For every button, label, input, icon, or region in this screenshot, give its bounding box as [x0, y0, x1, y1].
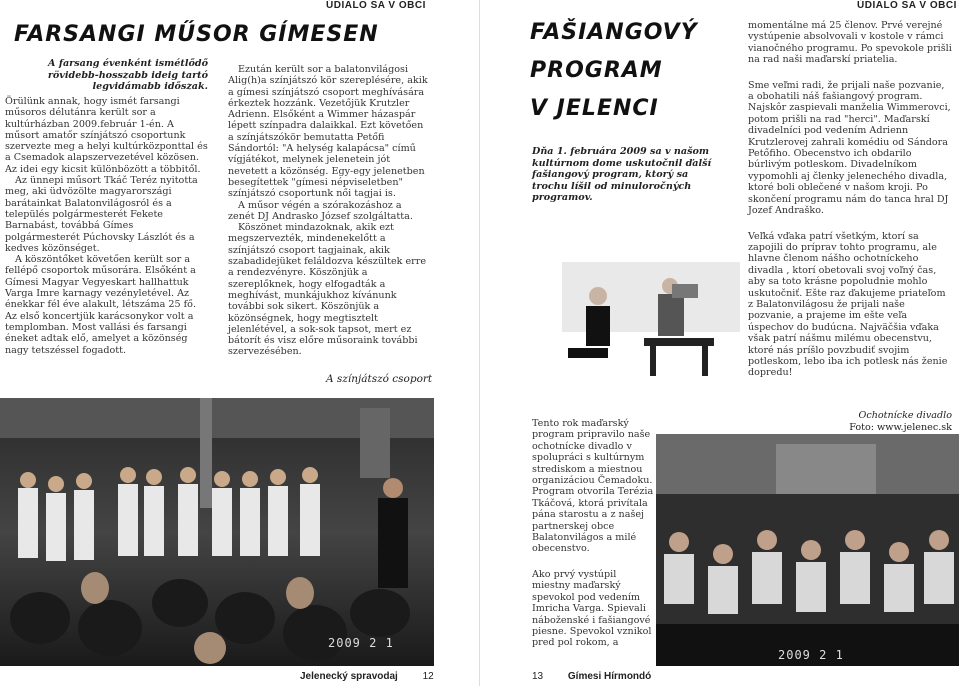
article-column-2: [228, 64, 431, 358]
article-headline: FARSANGI MŰSOR GÍMESEN: [14, 22, 379, 47]
headline-line: FAŠIANGOVÝ: [530, 20, 698, 45]
theatre-photo: [562, 262, 740, 392]
article-column-left: [532, 418, 654, 649]
paragraph: Az ünnepi műsort Tkáč Teréz nyitotta meg, aki üdvözölte magyarországi barátainkat Balatonvilágosról és a település polgármesterét Fekete Barnabást, továbbá Gímes polgármesterét Púchovsky Lászlót és a kedves közönséget.: [5, 175, 198, 254]
caption-source: Foto: www.jelenec.sk: [849, 421, 952, 433]
headline-line: PROGRAM: [530, 58, 663, 83]
article-lead: A farsang évenként ismétlődő rövidebb-hosszabb ideig tartó legvidámabb időszak.: [47, 58, 208, 92]
publication-title: Jelenecký spravodaj: [300, 671, 398, 682]
choir-photo-image: [0, 398, 434, 666]
photo-date-stamp: 2009 2 1: [328, 636, 394, 650]
paragraph: Ako prvý vystúpil miestny maďarský spevokol pod vedením Imricha Varga. Spievali náboženské i fašiangové piesne. Spevokol vznikol pred pol rokom, a: [532, 568, 652, 649]
publication-title: Gímesi Hírmondó: [567, 671, 652, 682]
photo-date-stamp: 2009 2 1: [778, 648, 844, 662]
article-signature: A színjátszó csoport: [326, 373, 433, 385]
caption-title: Ochotnícke divadlo: [858, 410, 952, 421]
paragraph: Ezután került sor a balatonvilágosi Alig(h)a színjátszó kör szereplésére, akik a gímesi színjátszó csoport meghívására érkeztek hozzánk. Vezetőjük Krutzler Adrienn. Elsőként a Wimmer házaspár lépett színpadra dalaikkal. Ezt követően a színjátszókör bemutatta Petőfi Sándortól: "A helység kalapácsa" című vígjátékot, melynek jelenetein jót nevetett a közönség. Egy-egy jelenetben besegítettek "gímesi népviseletben" színjátszó csoportunk női tagjai is.: [228, 64, 428, 200]
paragraph: A műsor végén a szórakozáshoz a zenét DJ Andrasko József szolgáltatta.: [228, 199, 413, 222]
audience-photo: [656, 434, 959, 666]
article-headline: [530, 14, 698, 128]
theatre-photo-image: [562, 262, 740, 392]
choir-photo: [0, 398, 434, 666]
paragraph: Sme veľmi radi, že prijali naše pozvanie, a obohatili náš fašiangový program. Najskôr zaspievali manželia Wimmerovci, potom prišli na rad "herci". Maďarskí divadelníci pod vedením Adrienn Krutzlerovej zahrali komédiu od Sándora Petőfiho. Obecenstvo ich obdarilo búrlivým potleskom. Divadelníkom vypomohli aj členky jelenechého divadla, ktoré boli oblečené v našom kroji. Po skončení programu nám do tanca hral DJ Jozef Andraško.: [748, 79, 951, 217]
paragraph: Örülünk annak, hogy ismét farsangi műsoros délutánra került sor a kultúrházban 2009.február 1-én. A műsort amatőr színjátszó csoportunk szervezte meg a helyi kultúrközponttal és a Csemadok alapszervezetével közösen. Az idei egy kicsit különbözött a többitől.: [5, 96, 208, 175]
article-column-1: [5, 96, 210, 356]
paragraph: Köszönet mindazoknak, akik ezt megszervezték, mindenekelőtt a színjátszó csoport tagjainak, akik szabadidejüket feláldozva készültek erre a rendezvényre. Köszönjük a szereplőknek, hogy elfogadták a meghívást, munkájukhoz kívánunk további sok sikert. Köszönjük a közönségnek, hogy megtisztelt jelenlétével, a sok-sok tapsot, mert ez bátorít és visz előre műsoraink további szervezésében.: [228, 222, 427, 358]
section-label: ÚDIALO SA V OBCI: [857, 0, 957, 11]
photo-caption: [832, 410, 952, 433]
page-number: 12: [422, 671, 434, 682]
page-footer: [532, 671, 651, 682]
right-page: [480, 0, 959, 686]
audience-photo-image: [656, 434, 959, 666]
paragraph: A köszöntőket követően került sor a fellépő csoportok műsorára. Elsőként a Gímesi Magyar Vegyeskart hallhattuk Varga Imre karnagy vezényletével. Az énekkar fél éve alakult, létszáma 25 fő. Az első koncertjük karácsonykor volt a templomban. Most vallási és farsangi éneket adtak elő, amelyet a közönség nagy tetszéssel fogadott.: [5, 254, 197, 356]
paragraph: Veľká vďaka patrí všetkým, ktorí sa zapojili do príprav tohto programu, ale hlavne členom nášho ochotníckeho divadla , ktorí obetovali svoj voľný čas, aby sa toto krásne popoludnie mohlo uskutočniť. Ešte raz ďakujeme priateľom z Balatonvilágosu že prijali naše pozvanie, a prajeme im ešte veľa úspechov do budúcna. Najväčšia vďaka však patrí nášmu milému obecenstvu, ktoré nás príšlo povzbudiť svojim potleskom, lebo iba ich potlesk nás ženie dopredu!: [748, 230, 948, 379]
article-column-right: [748, 20, 953, 379]
section-label: ÚDIALO SA V OBCI: [326, 0, 426, 11]
page-footer: [300, 671, 434, 682]
page-number: 13: [532, 671, 544, 682]
paragraph: momentálne má 25 členov. Prvé verejné vystúpenie absolvovali v kostole v rámci vianočného programu. Po spevokole prišli na rad naši maďarskí priatelia.: [748, 20, 952, 66]
paragraph: Tento rok maďarský program pripravilo naše ochotnícke divadlo v spolupráci s kultúrnym strediskom a miestnou organizáciou Čemadoku. Program otvorila Terézia Tkáčová, ktorá privítala pána starostu a z našej partnerskej obce Balatonvilágos a milé obecenstvo.: [532, 418, 654, 555]
headline-line: V JELENCI: [530, 96, 659, 121]
article-lead: Dňa 1. februára 2009 sa v našom kultúrnom dome uskutočnil ďalší fašiangový program, ktorý sa trochu líšil od minuloročných programov.: [532, 146, 712, 203]
